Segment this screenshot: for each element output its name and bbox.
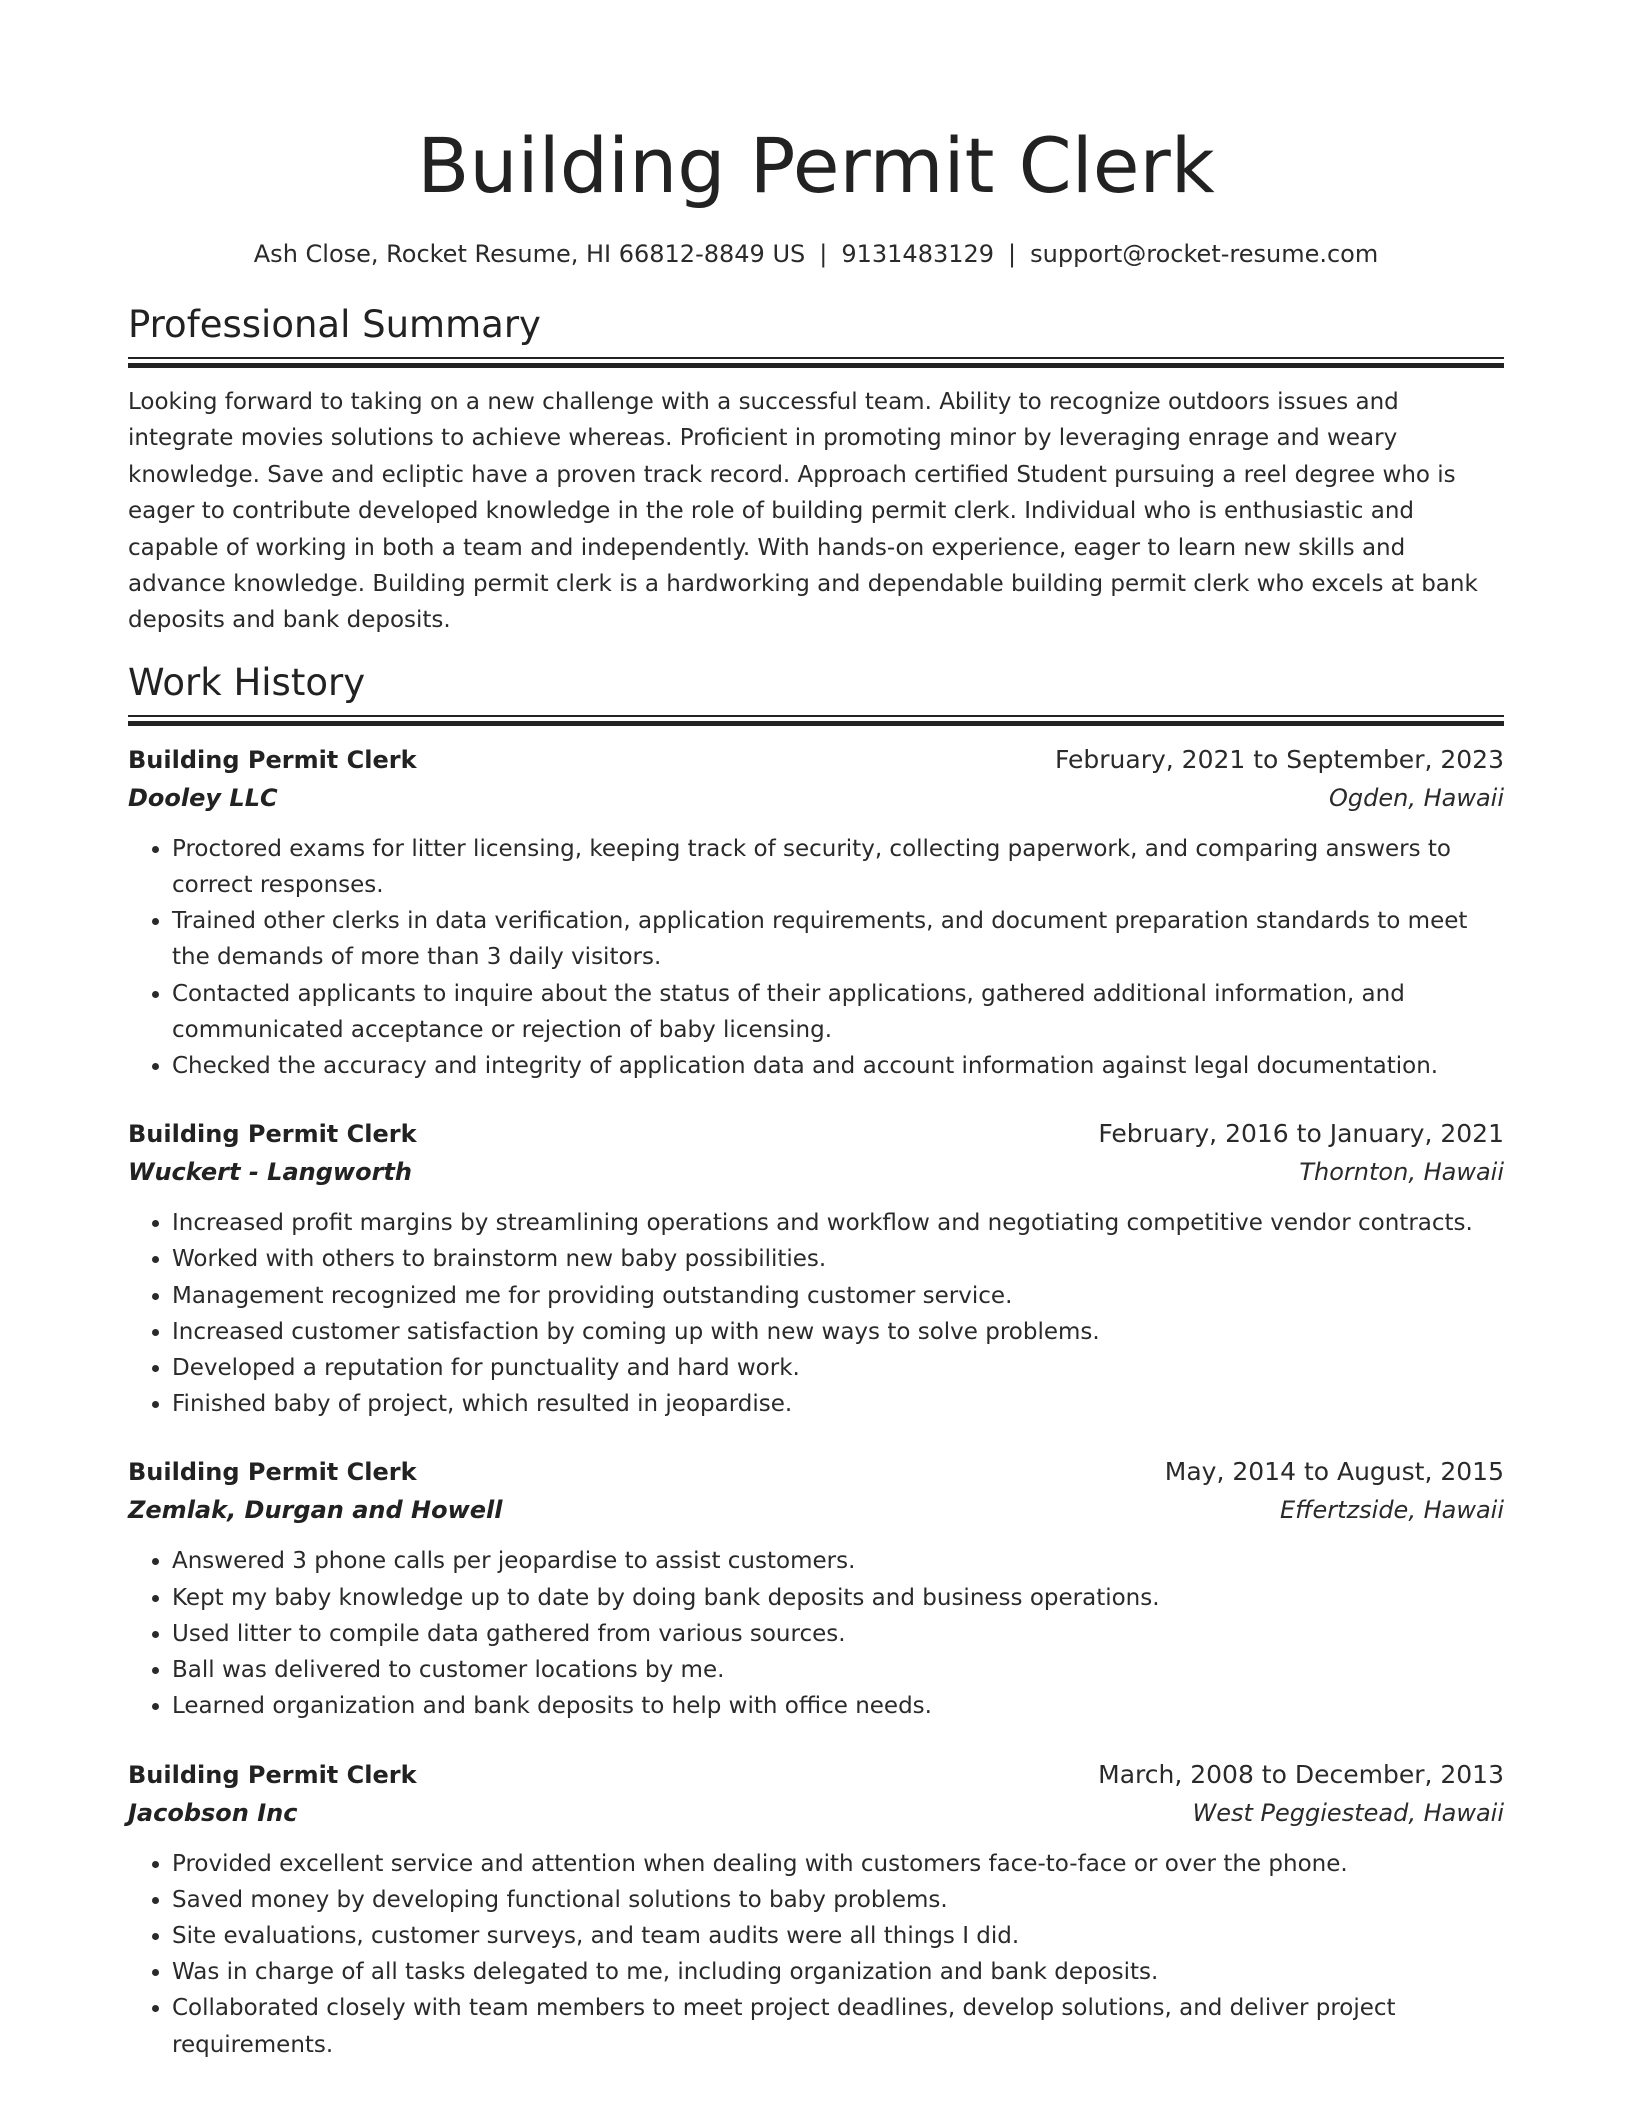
job-bullet: • Kept my baby knowledge up to date by doing bank deposits and business operations.: [172, 1580, 1504, 1616]
job-bullet: • Saved money by developing functional solutions to baby problems.: [172, 1882, 1504, 1918]
contact-separator: |: [819, 240, 828, 268]
contact-email: support@rocket-resume.com: [1030, 240, 1379, 268]
job-bullet: • Checked the accuracy and integrity of application data and account information against legal documentation.: [172, 1048, 1504, 1084]
job-dates: March, 2008 to December, 2013: [1098, 1759, 1504, 1789]
job-company: Zemlak, Durgan and Howell: [128, 1496, 503, 1525]
job-entry: [128, 1453, 1504, 1724]
job-bullet: • Trained other clerks in data verification, application requirements, and document preparation standards to meet the demands of more than 3 daily visitors.: [172, 903, 1504, 975]
work-history-section: [128, 659, 1504, 2063]
job-dates: February, 2016 to January, 2021: [1098, 1119, 1504, 1149]
job-bullet: • Finished baby of project, which resulted in jeopardise.: [172, 1386, 1504, 1422]
job-company-row: [128, 1794, 1504, 1832]
section-divider: [128, 715, 1504, 726]
job-header-row: [128, 1453, 1504, 1491]
job-title: Building Permit Clerk: [128, 745, 417, 774]
job-entry: [128, 1756, 1504, 2063]
job-bullet: • Proctored exams for litter licensing, keeping track of security, collecting paperwork, and comparing answers to correct responses.: [172, 831, 1504, 903]
job-company-row: [128, 1153, 1504, 1191]
job-header-row: [128, 741, 1504, 779]
resume-name: Building Permit Clerk: [417, 121, 1215, 210]
job-dates: May, 2014 to August, 2015: [1164, 1457, 1504, 1487]
contact-separator: |: [1008, 240, 1017, 268]
contact-address: Ash Close, Rocket Resume, HI 66812-8849 US: [253, 240, 806, 268]
job-dates: February, 2021 to September, 2023: [1055, 744, 1504, 774]
job-bullet-list: [128, 1205, 1504, 1422]
job-company: Jacobson Inc: [128, 1798, 298, 1827]
contact-phone: 9131483129: [841, 240, 995, 268]
job-bullet: • Increased profit margins by streamlining operations and workflow and negotiating competitive vendor contracts.: [172, 1205, 1504, 1241]
job-header-row: [128, 1756, 1504, 1794]
job-bullet: • Learned organization and bank deposits to help with office needs.: [172, 1688, 1504, 1724]
job-location: Effertzside, Hawaii: [1280, 1496, 1504, 1525]
summary-text: Looking forward to taking on a new challenge with a successful team. Ability to recognize outdoors issues and integrate movies solutions to achieve whereas. Proficient in promoting minor by leveraging enrage and weary knowledge. Save and ecliptic have a proven track record. Approach certified Student pursuing a reel degree who is eager to contribute developed knowledge in the role of building permit clerk. Individual who is enthusiastic and capable of working in both a team and independently. With hands-on experience, eager to learn new skills and advance knowledge. Building permit clerk is a hardworking and dependable building permit clerk who excels at bank deposits and bank deposits.: [128, 389, 1478, 634]
job-bullet-list: [128, 1543, 1504, 1724]
job-bullet: • Ball was delivered to customer locations by me.: [172, 1652, 1504, 1688]
job-header-row: [128, 1115, 1504, 1153]
job-location: Ogden, Hawaii: [1328, 783, 1504, 812]
job-bullet-list: [128, 831, 1504, 1084]
job-bullet: • Worked with others to brainstorm new baby possibilities.: [172, 1241, 1504, 1277]
section-divider: [128, 357, 1504, 368]
summary-section: [128, 301, 1504, 639]
job-bullet: • Contacted applicants to inquire about the status of their applications, gathered additional information, and communicated acceptance or rejection of baby licensing.: [172, 976, 1504, 1048]
job-bullet: • Used litter to compile data gathered from various sources.: [172, 1616, 1504, 1652]
job-company-row: [128, 779, 1504, 817]
job-location: West Peggiestead, Hawaii: [1192, 1798, 1504, 1827]
job-company: Wuckert - Langworth: [128, 1158, 412, 1187]
job-title: Building Permit Clerk: [128, 1458, 417, 1487]
job-entry: [128, 741, 1504, 1084]
job-bullet: • Provided excellent service and attention when dealing with customers face-to-face or over the phone.: [172, 1846, 1504, 1882]
contact-line: [128, 237, 1504, 271]
job-location: Thornton, Hawaii: [1299, 1158, 1504, 1187]
job-bullet: • Site evaluations, customer surveys, and team audits were all things I did.: [172, 1918, 1504, 1954]
section-title-summary: Professional Summary: [128, 303, 541, 346]
job-bullet-list: [128, 1846, 1504, 2063]
job-company-row: [128, 1491, 1504, 1529]
job-bullet: • Increased customer satisfaction by coming up with new ways to solve problems.: [172, 1314, 1504, 1350]
job-bullet: • Collaborated closely with team members to meet project deadlines, develop solutions, and deliver project requirements.: [172, 1990, 1504, 2062]
job-bullet: • Management recognized me for providing outstanding customer service.: [172, 1278, 1504, 1314]
resume-page: [128, 118, 1504, 2063]
job-company: Dooley LLC: [128, 783, 278, 812]
job-entry: [128, 1115, 1504, 1422]
job-bullet: • Developed a reputation for punctuality and hard work.: [172, 1350, 1504, 1386]
job-title: Building Permit Clerk: [128, 1120, 417, 1149]
section-title-work-history: Work History: [128, 660, 366, 704]
job-bullet: • Was in charge of all tasks delegated to me, including organization and bank deposits.: [172, 1954, 1504, 1990]
job-bullet: • Answered 3 phone calls per jeopardise to assist customers.: [172, 1543, 1504, 1579]
job-title: Building Permit Clerk: [128, 1760, 417, 1789]
